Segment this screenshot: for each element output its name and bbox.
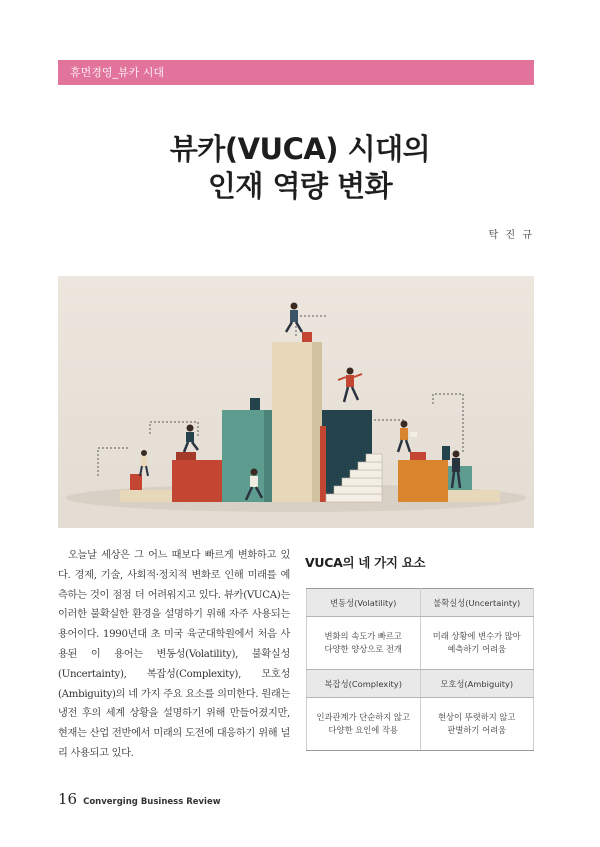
people-on-blocks-illustration: [58, 276, 534, 528]
page-footer: [58, 790, 221, 808]
block-right-base: [448, 490, 500, 502]
block-navy-right-small: [442, 446, 450, 460]
complexity-desc-line-1: 인과관계가 단순하지 않고: [316, 712, 410, 722]
block-teal-left-shade: [264, 410, 272, 502]
table-row: [307, 698, 534, 751]
ambiguity-description: [420, 698, 534, 751]
vuca-table-title: VUCA의 네 가지 요소: [305, 555, 426, 570]
block-red-top: [302, 332, 312, 342]
volatility-desc-line-2: 다양한 양상으로 전개: [324, 644, 402, 654]
uncertainty-desc-line-2: 예측하기 어려움: [447, 644, 507, 654]
author-name: 탁 진 규: [488, 230, 534, 241]
page-number: 16: [58, 790, 78, 808]
ambiguity-desc-line-1: 현상이 뚜렷하지 않고: [438, 712, 516, 722]
complexity-header: 복잡성(Complexity): [307, 670, 421, 698]
title-line-1: 뷰카(VUCA) 시대의: [169, 132, 431, 166]
article-title: [0, 131, 600, 205]
volatility-desc-line-1: 변화의 속도가 빠르고: [324, 631, 402, 641]
table-row: [307, 670, 534, 698]
table-row: [307, 617, 534, 670]
block-red-post: [320, 426, 326, 502]
block-orange-right-top: [410, 452, 426, 460]
uncertainty-desc-line-1: 미래 상황에 변수가 많아: [432, 631, 521, 641]
complexity-description: [307, 698, 421, 751]
vuca-elements-table: [306, 588, 534, 751]
block-navy-cap: [250, 398, 260, 410]
ambiguity-desc-line-2: 판별하기 어려움: [447, 725, 507, 735]
block-red-left: [172, 460, 222, 502]
volatility-description: [307, 617, 421, 670]
section-banner: [58, 60, 534, 85]
publication-name: Converging Business Review: [83, 797, 221, 807]
article-body-paragraph: 오늘날 세상은 그 어느 때보다 빠르게 변화하고 있다. 경제, 기술, 사회적·정치적 변화로 인해 미래를 예측하는 것이 점점 더 어려워지고 있다. 뷰카(VUCA)는 이러한 불확실한 환경을 설명하기 위해 자주 사용되는 용어이다. 1990년대 초 미국 육군대학원에서 처음 사용된 이 용어는 변동성(Volatility), 불확실성(Uncertainty), 복잡성(Complexity), 모호성(Ambiguity)의 네 가지 주요 요소를 의미한다. 원래는 냉전 후의 세계 상황을 설명하기 위해 만들어졌지만, 현재는 산업 전반에서 미래의 도전에 대응하기 위해 널리 사용되고 있다.: [58, 550, 290, 759]
uncertainty-header: 불확실성(Uncertainty): [420, 589, 534, 617]
section-banner-label: 휴먼경영_뷰카 시대: [70, 66, 165, 79]
volatility-header: 변동성(Volatility): [307, 589, 421, 617]
title-line-2: 인재 역량 변화: [207, 169, 393, 203]
block-orange-right: [398, 460, 448, 502]
ambiguity-header: 모호성(Ambiguity): [420, 670, 534, 698]
uncertainty-description: [420, 617, 534, 670]
block-left-red-small: [130, 474, 142, 490]
complexity-desc-line-2: 다양한 요인에 작용: [328, 725, 398, 735]
table-row: [307, 589, 534, 617]
block-red-left-top: [176, 452, 196, 460]
